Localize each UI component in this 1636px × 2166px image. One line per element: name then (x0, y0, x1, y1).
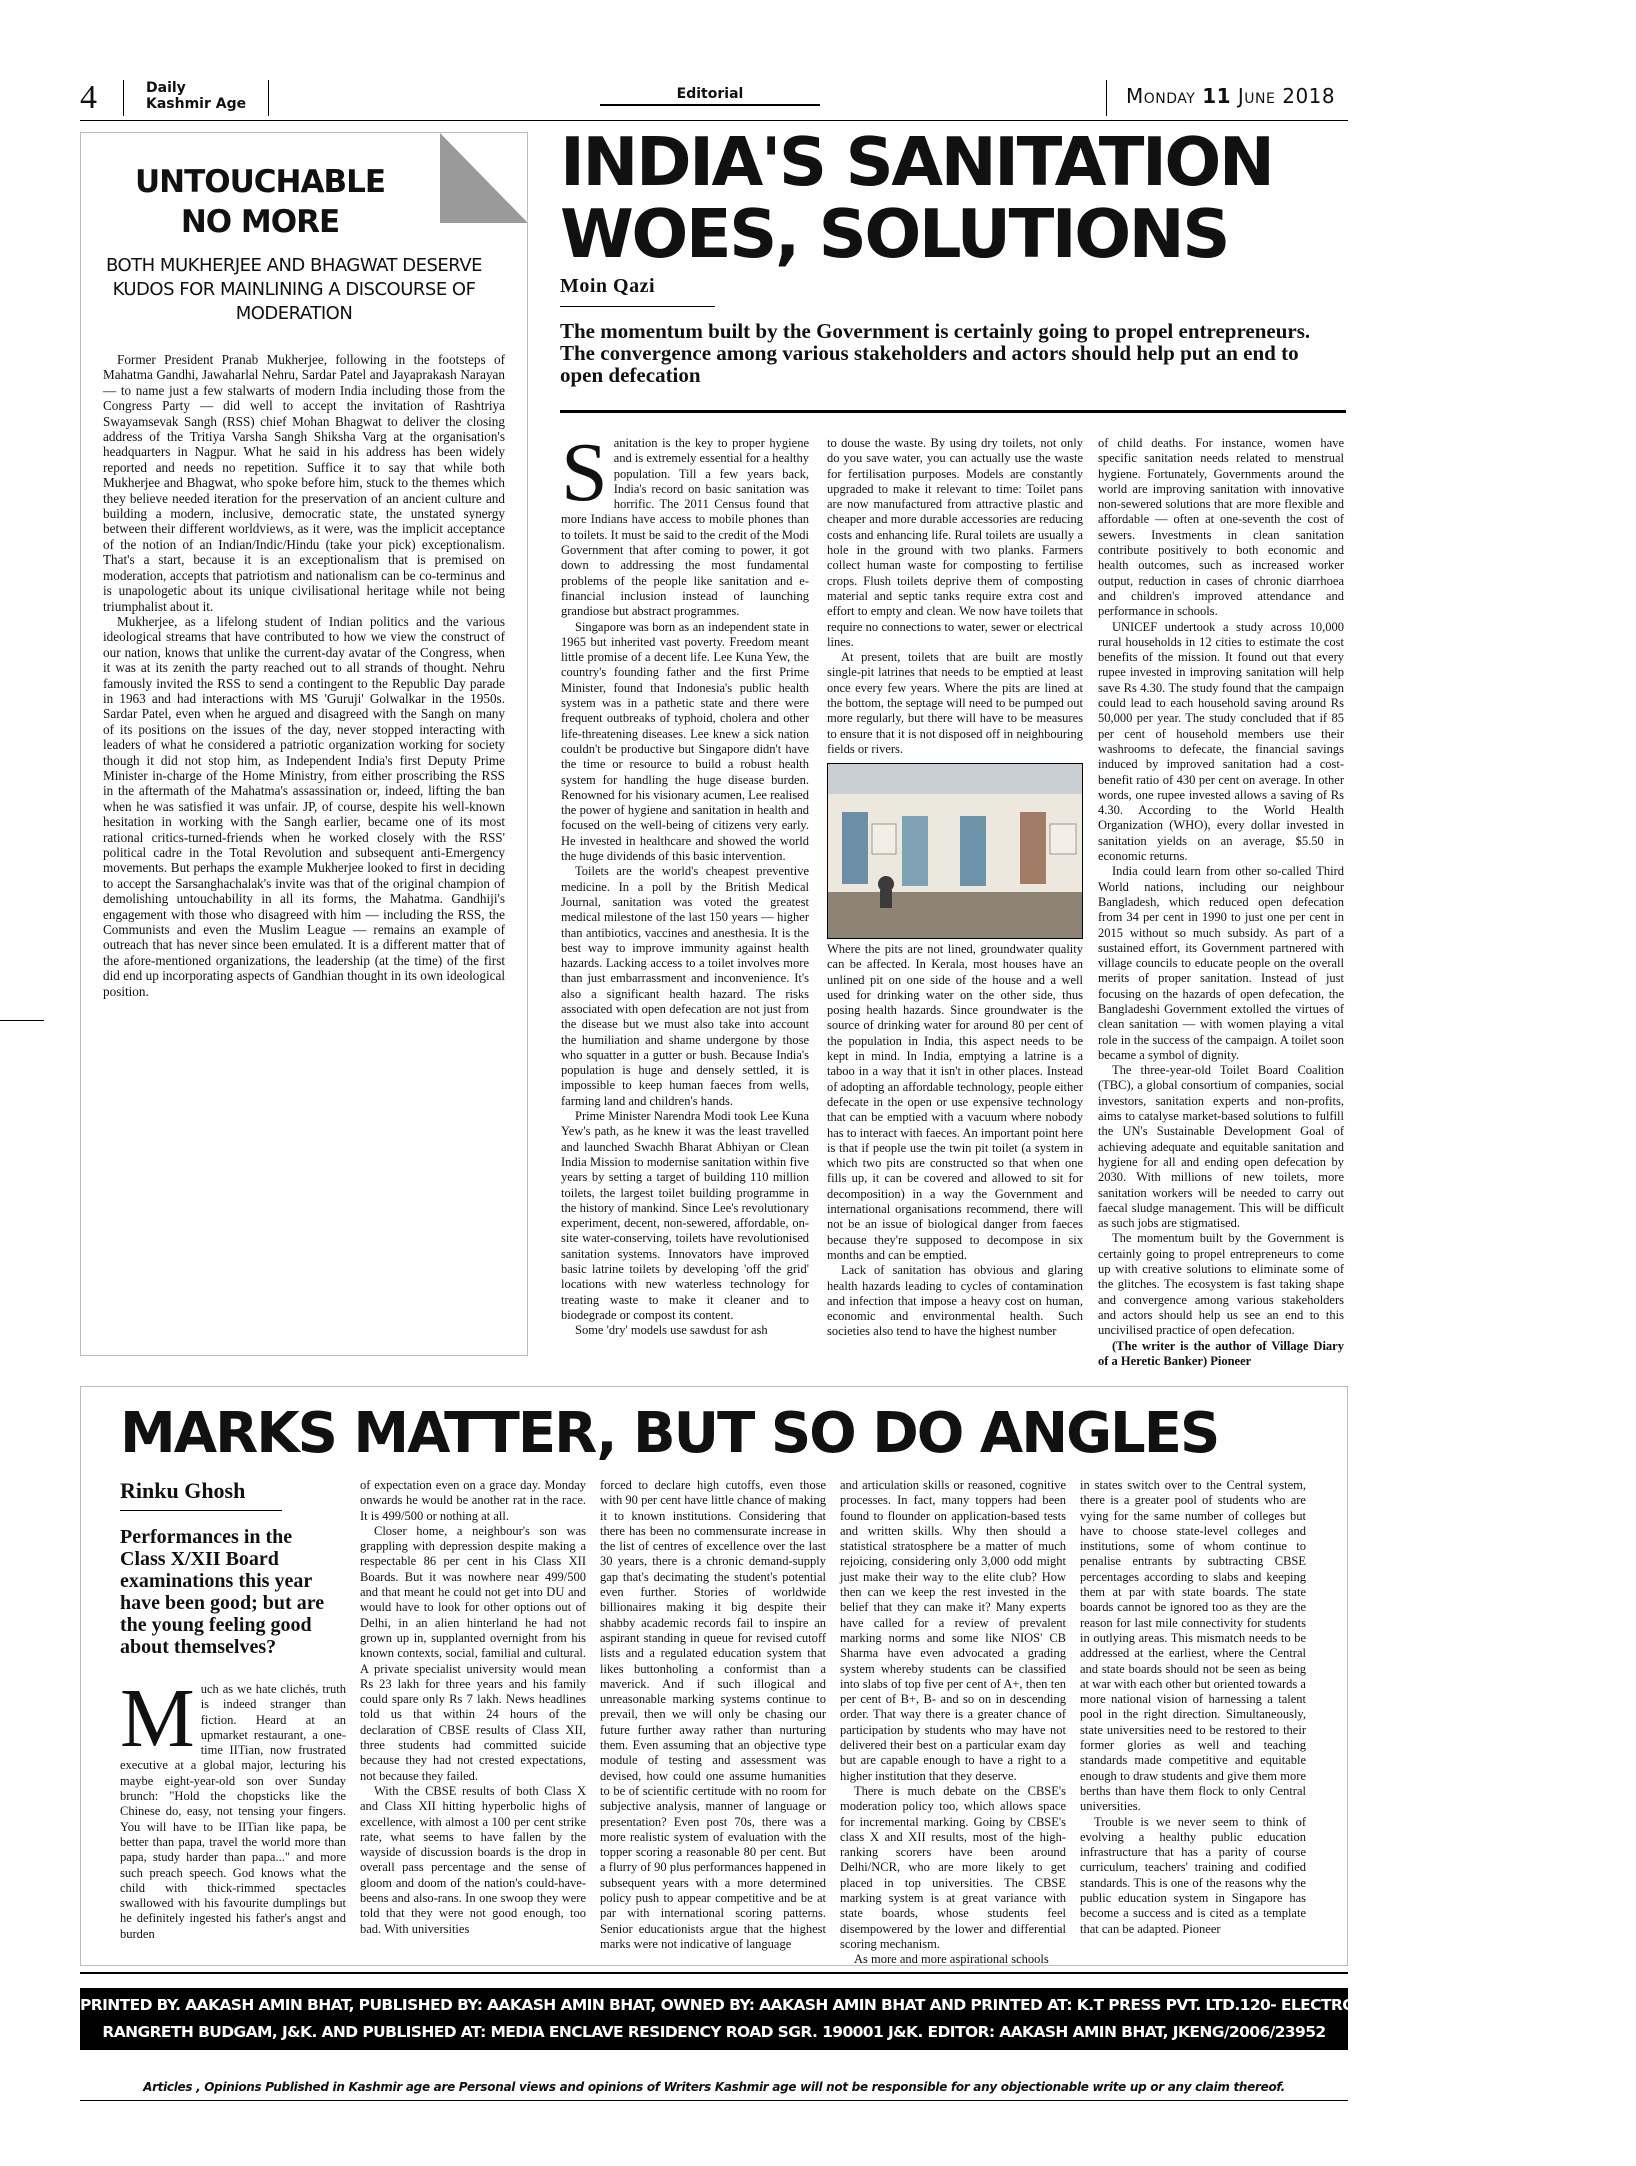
imprint-box (80, 1988, 1636, 2050)
article2-paragraph: forced to declare high cutoffs, even those with 90 per cent have little chance of making it to known institutions. Considering that there has been no commensurate increase in the list of centres of excellence over the last 30 years, there is a chronic demand-supply gap that's decimating the student's potential even further. Stories of worldwide billionaires making it big despite their shabby academic records fail to inspire an aspirant standing in queue for revised cutoff lists and a regulated education system that likes buttonholing a conformist than a maverick. And if such illogical and unreasonable marking systems continue to prevail, then we will only be chasing our future further away rather than nurturing them. Even assuming that an objective type module of testing and assessment was devised, how could one assume humanities to be of scientific certitude with no room for subjective analysis, manner of language or presentation? Even post 70s, there was a more realistic system of evaluation with the topper scoring a reasonable 80 per cent. But a flurry of 90 plus performances happened in subsequent years with a more determined policy push to appear competitive and be at par with international scoring patterns. Senior educationists argue that the highest marks were not indicative of language (600, 1478, 826, 1951)
article1-paragraph: Lack of sanitation has obvious and glaring health hazards leading to cycles of contamination and infection that impose a heavy cost on human, economic and environmental health. Such societies also tend to have the highest number (827, 1263, 1083, 1339)
article1-paragraph: Toilets are the world's cheapest preventive medicine. In a poll by the British Medical Journal, sanitation was voted the greatest medical milestone of the last 150 years — higher than antibiotics, vaccines and anesthesia. It is the best way to improve immunity against health hazards. Lacking access to a toilet involves more than just embarrassment and inconvenience. It's also a significant health hazard. The risks associated with open defecation are not just from the disease but we must also take into account the humiliation and shame undergone by those who squatter in a gutter or bush. Because India's population is huge and densely settled, it is impossible to keep human faeces from wells, farming land and children's hands. (561, 864, 809, 1108)
article1-headline (560, 123, 1360, 273)
article2-paragraph: As more and more aspirational schools (854, 1952, 1049, 1967)
article2-column-4 (840, 1478, 1066, 1968)
article2-paragraph: Trouble is we never seem to think of evolving a healthy public education infrastructure that has a parity of course curriculum, teachers' training and codified standards. This is one of the reasons why the public education system in Singapore has become a success and is cited as a template that can be adapted. Pioneer (1080, 1814, 1306, 1936)
sidebar-paragraph: Mukherjee, as a lifelong student of Indian politics and the various ideological streams that have contributed to how we view the construct of our nation, knows that unlike the current-day avatar of the Congress, when it was at its zenith the party reached out to all strands of thought. Nehru famously invited the RSS to send a contingent to the Republic Day parade in 1963 and had interactions with MS 'Guruji' Golwalkar in the 1950s. Sardar Patel, even when he argued and disagreed with the Sangh on many of its positions on the issues of the day, never stopped interacting with leaders of what he considered a patriotic organization working for society though it did not stop him, as Independent India's first Deputy Prime Minister in-charge of the Home Ministry, from either proscribing the RSS in the aftermath of the Mahatma's assassination or, indeed, lifting the ban when he was satisfied it was unfair. JP, of course, despite his well-known hesitation in working with the Sangh earlier, became one of its most rational critics-turned-friends when he worked closely with the RSS' political cadre in the Total Revolution and subsequent anti-Emergency movements. But perhaps the example Mukherjee looked to first in deciding to accept the Sarsanghachalak's invite was that of the original champion of demolishing untouchability in all its forms, the Mahatma. Gandhiji's engagement with those who disagreed with him — including the RSS, the Communists and even the Muslim League — remains an example of outreach that has never since been emulated. It is a different matter that of the afore-mentioned organizations, the leadership (at the time) of the first did end up incorporating aspects of Gandhian thought in its own ideological position. (103, 613, 505, 999)
sidebar-title (100, 162, 420, 242)
article1-paragraph: Singapore was born as an independent state in 1965 but inherited vast poverty. Freedom meant little promise of a decent life. Lee Kuna Yew, the country's founding father and the first Prime Minister, found that Indonesia's public health system was in a pathetic state and there were frequent outbreaks of typhoid, cholera and other life-threatening diseases. Lee knew a sick nation couldn't be productive but Singapore didn't have the time or resource to build a robust health system for handling the huge disease burden. Renowned for his visionary acumen, Lee realised the power of hygiene and sanitation in health and focused on the well-being of citizens very early. He invested in healthcare and showed the world the huge dividends of this basic intervention. (561, 619, 809, 864)
article2-paragraph: There is much debate on the CBSE's moderation policy too, which allows space for incremental marking. Going by CBSE's class X and XII results, most of the high-ranking scorers have been around Delhi/NCR, who are more likely to get placed in top universities. The CBSE marking system is at great variance with state boards, whose students feel disempowered by the lower and differential scoring mechanism. (840, 1783, 1066, 1951)
article2-paragraph: and articulation skills or reasoned, cognitive processes. In fact, many toppers had been found to flounder on application-based tests and written skills. Why then should a statistical stratosphere be a matter of much rejoicing, considering only 3,000 odd might just make their way to the elite club? How then can we keep the rest invested in the belief that they can make it? Many experts have called for a review of prevalent marking norms and some like NIOS' CB Sharma have even advocated a grading system whereby students can be classified into slabs of top five per cent of A+, then ten per cent of B+, B- and so on in descending order. That way there is a greater chance of participation by students who may have not delivered their best on a particular exam day but are capable enough to have a right to a higher institution that they deserve. (840, 1478, 1066, 1783)
article1-standfirst-rule (560, 410, 1346, 413)
article2-paragraph: With the CBSE results of both Class X and Class XII hitting hyperbolic highs of excellence, with almost a 100 per cent strike rate, what seems to have fallen by the wayside of discussion boards is the drop in overall pass percentage and the sense of gloom and doom of the nation's could-have-beens and also-rans. In one swoop they were told that they were not good enough, too bad. With universities (360, 1783, 586, 1936)
toilet-block-illustration (828, 764, 1082, 938)
section-label: Editorial (676, 86, 744, 102)
article1-paragraph: Prime Minister Narendra Modi took Lee Kuna Yew's path, as he knew it was the least travelled and launched Swachh Bharat Abhiyan or Clean India Mission to modernise sanitation within five years by setting a target of building 110 million toilets, the largest toilet building programme in the history of mankind. Since Lee's revolutionary experiment, decent, non-sewered, affordable, on-site water-conserving, toilets have revolutionised sanitation systems. Innovators have improved basic latrine toilets by developing 'off the grid' locations with new waterless technology for treating waste to make it cleaner and to biodegrade or compost its content. (561, 1109, 809, 1322)
article1-paragraph: Where the pits are not lined, groundwater quality can be affected. In Kerala, most houses have an unlined pit on one side of the house and a well used for drinking water on the other side, thus posing health hazards. Since groundwater is the source of drinking water for around 80 per cent of the population in India, this aspect needs to be kept in mind. In India, emptying a latrine is a taboo in a way that it isn't in other places. Instead of adopting an affordable technology, people either defecate in the open or use expensive technology that can be emptied with a vacuum where nobody has to interact with faeces. An important point here is that if people use the twin pit toilet (a system in which two pits are constructed so that when one fills up, it can be covered and allowed to sit for decomposition) in a way the Government and international organisations recommend, there will not be an issue of biological danger from faeces because they're supposed to decompose in six months and can be emptied. (827, 942, 1083, 1262)
paper-name-line1: Daily (146, 80, 186, 96)
article1-headline-line1: INDIA'S SANITATION (560, 123, 1273, 201)
article2-column-3 (600, 1478, 826, 1952)
article2-author: Rinku Ghosh (120, 1478, 246, 1503)
article2-column-2 (360, 1478, 586, 1937)
masthead-divider-3 (1106, 80, 1107, 116)
article1-standfirst: The momentum built by the Government is certainly going to propel entrepreneurs. The convergence among various stakeholders and actors should help put an end to open defecation (560, 319, 1311, 387)
article1-column-3 (1098, 436, 1344, 1369)
article2-standfirst: Performances in the Class X/XII Board examinations this year have been good; but are the young feeling good about themselves? (120, 1526, 325, 1658)
sidebar-subtitle: BOTH MUKHERJEE AND BHAGWAT DESERVE KUDOS FOR MAINLINING A DISCOURSE OF MODERATION (105, 255, 483, 324)
article1-column-2 (827, 436, 1083, 757)
article1-headline-line2: WOES, SOLUTIONS (560, 195, 1228, 273)
sidebar-title-line1: UNTOUCHABLE (134, 164, 386, 200)
article1-paragraph: UNICEF undertook a study across 10,000 rural households in 12 cities to estimate the cost benefits of the mission. It found out that every rupee invested in improving sanitation will help save Rs 4.30. The study found that the campaign could lead to each household saving around Rs 50,000 per year. The study concluded that if 85 per cent of household members use their washrooms to defecate, the financial savings induced by improved sanitation had a cost-benefit ratio of 430 per cent on average. In other words, one rupee invested allows a saving of Rs 4.30. According to the World Health Organization (WHO), every dollar invested in sanitation yields on an average, $5.50 in economic returns. (1098, 619, 1344, 864)
sidebar-body (103, 352, 505, 999)
issue-date (1126, 84, 1335, 108)
article1-column-1 (561, 426, 809, 1339)
imprint-line-2: RANGRETH BUDGAM, J&K. AND PUBLISHED AT: MEDIA ENCLAVE RESIDENCY ROAD SGR. 190001 J&K. EDITOR: AAKASH AMIN BHAT, JKENG/2006/23952 (102, 2023, 1326, 2041)
article2-paragraph: uch as we hate clichés, truth is indeed stranger than fiction. Heard at an upmarket restaurant, a one-time IITian, now frustrated executive at a global major, lecturing his maybe eight-year-old son over Sunday brunch: "Hold the chopsticks like the Chinese do, easy, not tensing your fingers. You will have to be IITian like papa, be better than papa, travel the world more than papa, study harder than papa..." and more such preach speech. God knows what the child with thick-rimmed spectacles swallowed with his favourite dumplings but he definitely ingested his father's angst and burden (120, 1682, 346, 1941)
toilet-photo (827, 763, 1083, 939)
article1-paragraph: The three-year-old Toilet Board Coalition (TBC), a global consortium of companies, social investors, sanitation experts and non-profits, aims to catalyse market-based solutions to fulfill the UN's Sustainable Development Goal of achieving adequate and equitable sanitation and hygiene for all and ending open defecation by 2030. With millions of new toilets, more sanitation workers will be needed to carry out faecal sludge management. This will be difficult as such jobs are stigmatised. (1098, 1063, 1344, 1231)
article2-column-5 (1080, 1478, 1306, 1937)
article2-headline: MARKS MATTER, BUT SO DO ANGLES (120, 1401, 1219, 1466)
paper-name (146, 80, 246, 112)
article1-paragraph: of child deaths. For instance, women have specific sanitation needs related to menstrual hygiene. Fortunately, Governments around the world are improving sanitation with innovative non-sewered solutions that are more flexible and affordable — often at one-seventh the cost of sewers. Investments in clean sanitation contribute positively to both economic and health outcomes, such as increased worker output, reduction in cases of chronic diarrhoea and children's improved attendance and performance in schools. (1098, 436, 1344, 619)
imprint-top-rule (80, 1972, 1348, 1974)
paper-name-line2: Kashmir Age (146, 96, 247, 112)
article1-author-rule (560, 306, 715, 307)
article2-dropcap: M (120, 1672, 195, 1765)
article1-footnote: (The writer is the author of Village Diary of a Heretic Banker) Pioneer (1098, 1338, 1344, 1368)
article1-paragraph: anitation is the key to proper hygiene and is extremely essential for a healthy population. Till a few years back, India's record on basic sanitation was horrific. The 2011 Census found that more Indians have access to mobile phones than to toilets. It must be said to the credit of the Modi Government that after coming to power, it got down to addressing the most fundamental problems of the people like sanitation and e-financial inclusion instead of launching grandiose but abstract programmes. (561, 436, 809, 619)
imprint-line-1: PRINTED BY. AAKASH AMIN BHAT, PUBLISHED BY: AAKASH AMIN BHAT, OWNED BY: AAKASH AMIN BHAT AND PRINTED AT: K.T PRESS PVT. LTD.120- ELECTRONIC COMPLEX INDUSTRIAL ESTATE (80, 1996, 1636, 2014)
sidebar-paragraph: Former President Pranab Mukherjee, following in the footsteps of Mahatma Gandhi, Jawaharlal Nehru, Sardar Patel and Jayaprakash Narayan — to name just a few stalwarts of modern India including those from the Congress Party — did well to accept the invitation of Rashtriya Swayamsevak Sangh (RSS) chief Mohan Bhagwat to deliver the closing address of the Tritiya Varsha Sangh Shiksha Varg at the organisation's headquarters in Nagpur. What he said in his address has been widely reported and needs no repetition. Suffice it to say that while both Mukherjee and Bhagwat, who spoke before him, stuck to the themes which they believe needed iteration for the preservation of an ancient culture and building a modern, inclusive, democratic state, the unstated synergy between their different worldviews, as it were, was the implicit acceptance of the notion of an Indian/Indic/Hindu (take your pick) exceptionalism. That's a start, because it is an exceptionalism that is premised on moderation, accepts that patriotism and nationalism can be co-terminus and is unapologetic about its unique civilisational heritage while not being triumphalist about it. (103, 352, 505, 614)
article1-paragraph: Some 'dry' models use sawdust for ash (575, 1323, 768, 1338)
footer-rule (80, 2100, 1348, 2101)
article2-paragraph: of expectation even on a grace day. Monday onwards he would be another rat in the race. It is 499/500 or nothing at all. (360, 1478, 586, 1523)
masthead-divider-2 (268, 80, 269, 116)
article1-dropcap: S (561, 426, 608, 519)
sidebar-title-line2: NO MORE (180, 204, 340, 240)
date-num: 11 (1202, 84, 1232, 108)
date-day: Monday (1126, 84, 1196, 108)
article2-column-1 (120, 1672, 346, 1942)
masthead-rule (80, 120, 1348, 121)
article1-paragraph: to douse the waste. By using dry toilets, not only do you save water, you can actually use the waste for fertilisation purposes. Models are constantly upgraded to make it relevant to time: Toilet pans are now manufactured from attractive plastic and cheaper and more durable accessories are reducing costs and enhancing life. Rural toilets are usually a hole in the ground with two planks. Farmers collect human waste for composting to fertilise crops. Flush toilets deprive them of composting material and septic tanks require extra cost and effort to empty and clean. We now have toilets that require no connections to water, sewer or electrical lines. (827, 436, 1083, 649)
article1-paragraph: India could learn from other so-called Third World nations, including our neighbour Bangladesh, which reduced open defecation from 34 per cent in 1990 to just one per cent in 2015 without so much subsidy. As part of a sustained effort, its Government partnered with village councils to educate people on the overall merits of proper sanitation. Instead of just focusing on the hazards of open defecation, the Bangladeshi Government extolled the virtues of clean sanitation — with women playing a vital role in the success of the campaign. A toilet soon became a symbol of dignity. (1098, 864, 1344, 1062)
date-month: June (1237, 84, 1276, 108)
article1-paragraph: The momentum built by the Government is certainly going to propel entrepreneurs to come up with creative solutions to eliminate some of the glitches. The ecosystem is fast taking shape and convergence among various stakeholders and actors should help us see an end to this uncivilised practice of open defecation. (1098, 1231, 1344, 1338)
article2-paragraph: Closer home, a neighbour's son was grappling with depression despite making a respectable 86 per cent in his Class XII Boards. But it was nowhere near 499/500 and that meant he could not get into DU and would have to look for other options out of Delhi, in an alien hinterland he had not grown up in, supplanted overnight from his known contexts, social, familial and cultural. A private specialist university would mean Rs 23 lakh for three years and his family could spare only Rs 7 lakh. News headlines told us that within 24 hours of the declaration of CBSE results of Class XII, three students had committed suicide because they had not crested expectations, not because they failed. (360, 1523, 586, 1783)
article1-column-2-continued (827, 942, 1083, 1340)
corner-fold-icon (440, 133, 528, 223)
article1-paragraph: At present, toilets that are built are mostly single-pit latrines that needs to be emptied at least once every few years. Where the pits are lined at the bottom, the septage will need to be pumped out more regularly, but there will have to be measures to ensure that it is not disposed off in neighbouring fields or rivers. (827, 650, 1083, 756)
masthead-divider-1 (123, 80, 124, 116)
article1-author: Moin Qazi (560, 275, 656, 297)
disclaimer: Articles , Opinions Published in Kashmir age are Personal views and opinions of Writers Kashmir age will not be responsible for any objectionable write up or any claim thereof. (143, 2080, 1285, 2094)
date-year: 2018 (1282, 84, 1336, 108)
page-number: 4 (80, 79, 97, 116)
article2-paragraph: in states switch over to the Central system, there is a greater pool of students who are vying for the same number of colleges but have to choose state-level colleges and institutions, some of whom continue to penalise entrants by subtracting CBSE percentages according to slabs and keeping them at par with state boards. The state boards cannot be ignored too as they are the reason for last mile connectivity for students in outlying areas. This mismatch needs to be addressed at the earliest, where the Central and state boards should not be seen as being at war with each other but oriented towards a more national vision of harnessing a talent pool in the right direction. Simultaneously, state universities need to be restored to their former glories as well and teaching standards made competitive and equitable enough to draw students and give them more berths than have them flock to only Central universities. (1080, 1478, 1306, 1814)
fold-mark (0, 1020, 44, 1021)
article2-author-rule (120, 1510, 282, 1511)
section-underline (600, 104, 820, 106)
